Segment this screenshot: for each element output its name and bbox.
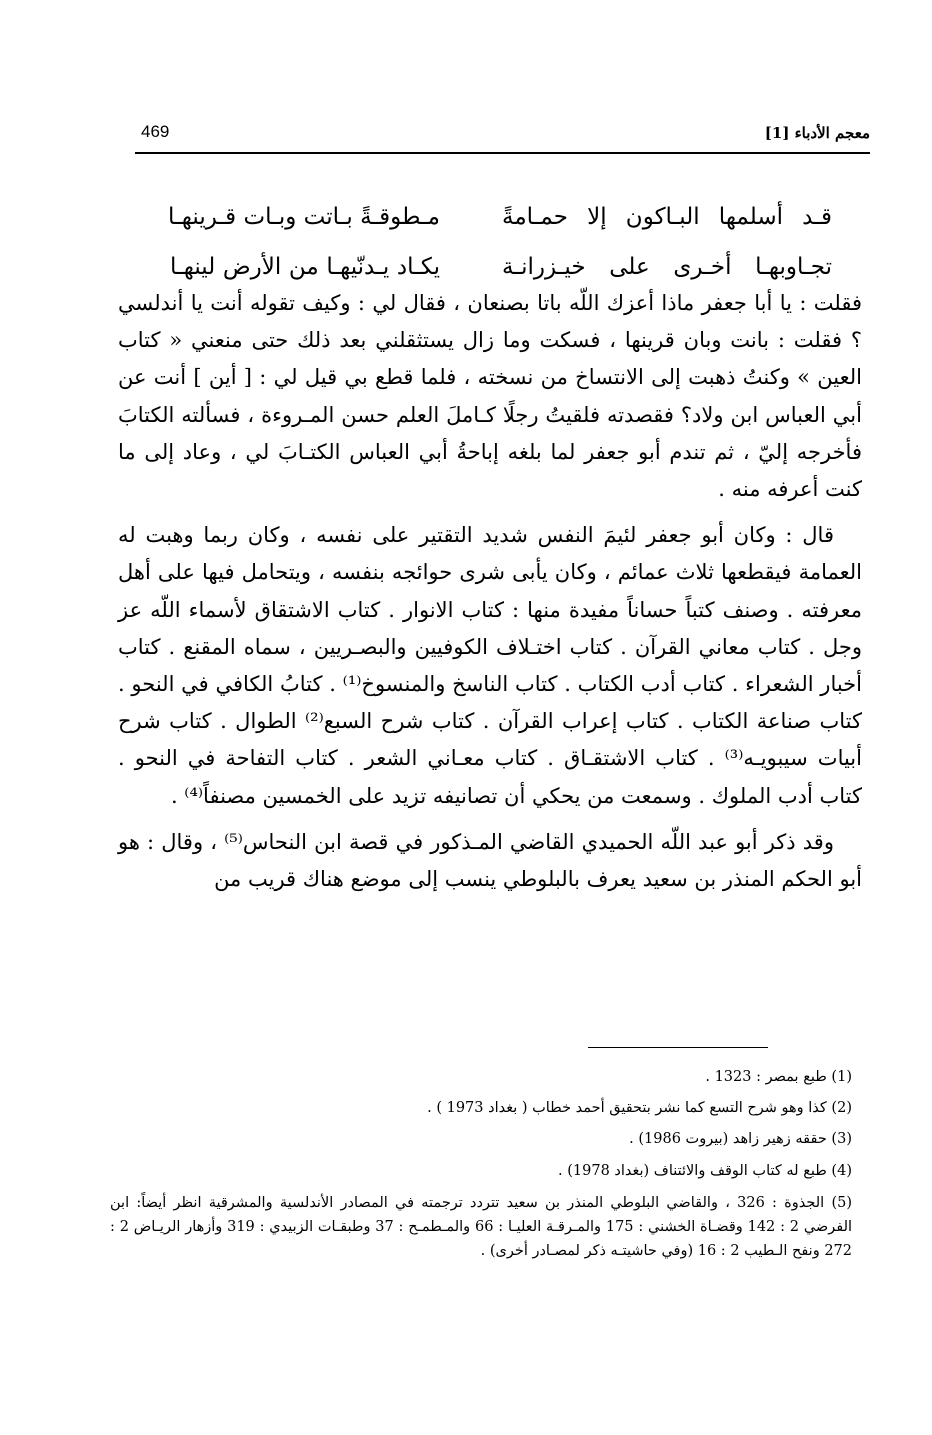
paragraph: قال : وكان أبو جعفر لئيمَ النفس شديد التقتير على نفسه ، وكان ربما وهبت له العمامة فيقطعها ثلاث عمائم ، وكان يأبى شرى حوائجه بنفسه ، ويتحامل فيها على أهل معرفته . وصنف كتباً حساناً مفيدة منها : كتاب الانوار . كتاب الاشتقاق لأسماء اللّه عز وجل . كتاب معاني القرآن . كتاب اختـلاف الكوفيين والبصـريين ، سماه المقنع . كتاب أخبار الشعراء . كتاب أدب الكتاب . كتاب الناسخ والمنسوخ⁽¹⁾ . كتابُ الكافي في النحو . كتاب صناعة الكتاب . كتاب إعراب القرآن . كتاب شرح السبع⁽²⁾ الطوال . كتاب شرح أبيات سيبويـه⁽³⁾ . كتاب الاشتقـاق . كتاب معـاني الشعر . كتاب التفاحة في النحو . كتاب أدب الملوك . وسمعت من يحكي أن تصانيفه تزيد على الخمسين مصنفاً⁽⁴⁾ . (118, 523, 862, 808)
footnote: (1) طبع بمصر : 1323 . (705, 1069, 852, 1085)
poem (170, 192, 832, 292)
page-number: 469 (141, 122, 170, 141)
paragraph: فقلت : يا أبا جعفر ماذا أعزك اللّه باتا بصنعان ، فقال لي : وكيف تقوله أنت يا أندلسي ؟ فقلت : بانت وبان قرينها ، فسكت وما زال يستثقلني بعد ذلك حتى منعني « كتاب العين » وكنتُ ذهبت إلى الانتساخ من نسخته ، فلما قطع بي قيل لي : [ أين ] أنت عن أبي العباس ابن ولاد؟ فقصدته فلقيتُ رجلًا كـاملَ العلم حسن المـروءة ، فسألته الكتابَ فأخرجه إليّ ، ثم تندم أبو جعفر لما بلغه إباحةُ أبي العباس الكتـابَ لي ، وعاد إلى ما كنت أعرفه منه . (118, 291, 862, 502)
footnotes (110, 1062, 852, 1263)
footnote-separator (588, 1047, 768, 1048)
running-title: معجم الأدباء [1] (764, 124, 870, 142)
verse-first-hemistich: قـد أسلمها البـاكون إلا حمـامةً (502, 204, 832, 230)
body-text (118, 285, 862, 907)
verse-second-hemistich: يكـاد يـدنّيهـا من الأرض لينهـا (170, 254, 440, 280)
paragraph: وقد ذكر أبو عبد اللّه الحميدي القاضي المـذكور في قصة ابن النحاس⁽⁵⁾ ، وقال : هو أبو الحكم المنذر بن سعيد يعرف بالبلوطي ينسب إلى موضع هناك قريب من (118, 829, 862, 892)
footnote: (5) الجذوة : 326 ، والقاضي البلوطي المنذر بن سعيد تتردد ترجمته في المصادر الأندلسية والمشرقية انظر أيضاً: ابن الفرضي 2 : 142 وقضـاة الخشني : 175 والمـرقـة العليـا : 66 والمـطمـح : 37 وطبقـات الزبيدي : 319 وأزهار الريـاض 2 : 272 ونفح الـطيب 2 : 16 (وفي حاشيتـه ذكر لمصـادر أخرى) . (110, 1194, 853, 1259)
verse-first-hemistich: تجـاوبهـا أخـرى على خيـزرانـة (502, 254, 832, 280)
verse (170, 192, 832, 242)
verse-second-hemistich: مـطوقـةً بـاتت وبـات قـرينهـا (168, 204, 440, 230)
footnote: (2) كذا وهو شرح التسع كما نشر بتحقيق أحمد خطاب ( بغداد 1973 ) . (427, 1100, 852, 1117)
footnote: (3) حققه زهير زاهد (بيروت 1986) . (629, 1131, 852, 1148)
footnote: (4) طبع له كتاب الوقف والائتناف (بغداد 1978) . (558, 1162, 852, 1179)
page-header (135, 118, 870, 154)
